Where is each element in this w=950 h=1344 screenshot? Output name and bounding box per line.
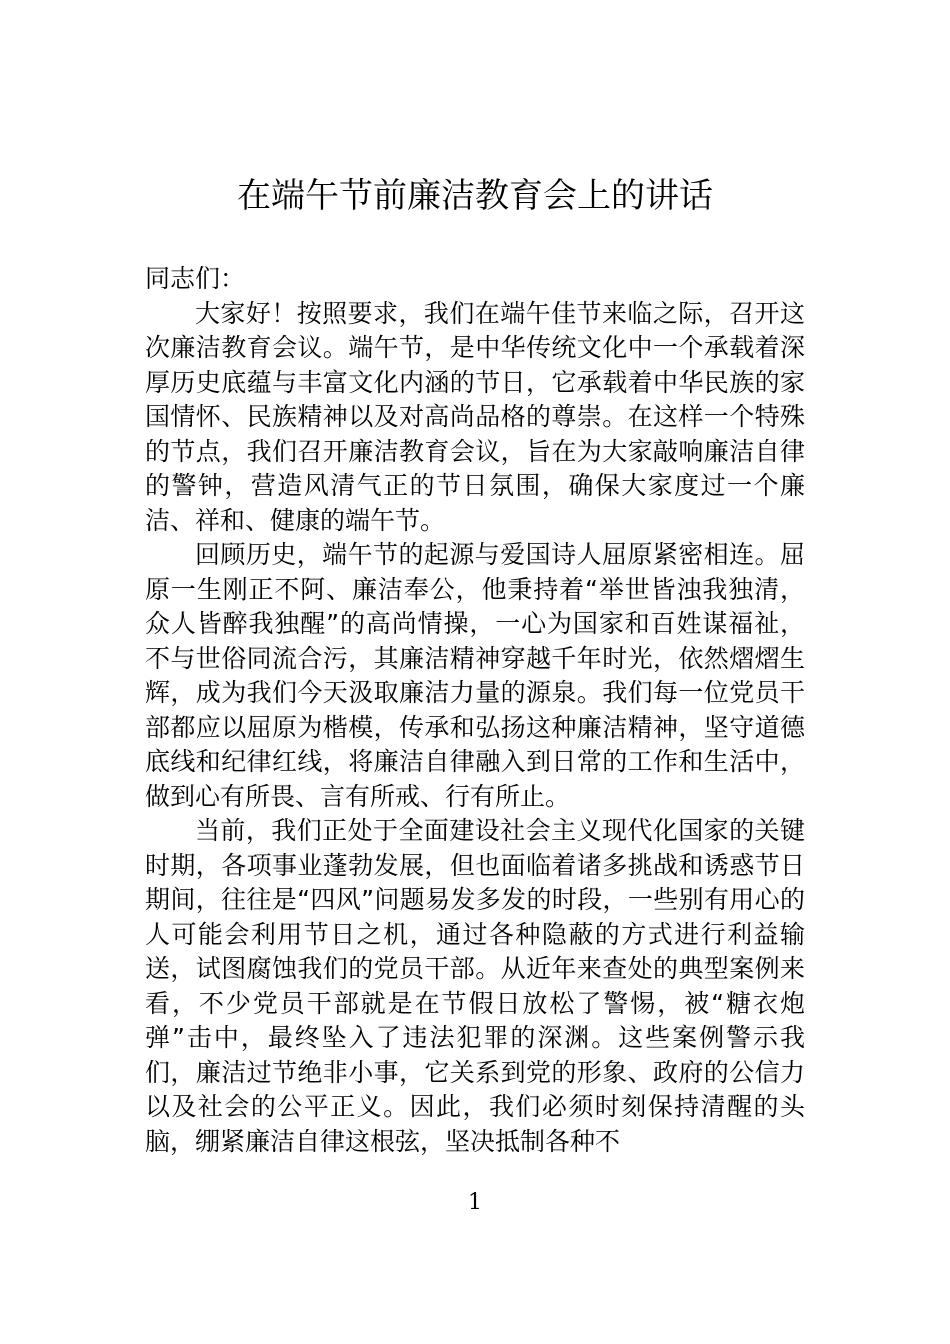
paragraph-3: 当前，我们正处于全面建设社会主义现代化国家的关键时期，各项事业蓬勃发展，但也面临着诸多挑战和诱惑节日期间，往往是“四风”问题易发多发的时段，一些别有用心的人可能会利用节日之机，通过各种隐蔽的方式进行利益输送，试图腐蚀我们的党员干部。从近年来查处的典型案例来看，不少党员干部就是在节假日放松了警惕，被“糖衣炮弹”击中，最终坠入了违法犯罪的深渊。这些案例警示我们，廉洁过节绝非小事，它关系到党的形象、政府的公信力以及社会的公平正义。因此，我们必须时刻保持清醒的头脑，绷紧廉洁自律这根弦，坚决抵制各种不 — [145, 816, 805, 1156]
document-title: 在端午节前廉洁教育会上的讲话 — [237, 176, 713, 216]
document-body — [145, 262, 805, 1159]
salutation: 同志们： — [145, 264, 246, 293]
paragraph-2: 回顾历史，端午节的起源与爱国诗人屈原紧密相连。屈原一生刚正不阿、廉洁奉公，他秉持着“举世皆浊我独清，众人皆醉我独醒”的高尚情操，一心为国家和百姓谋福祉，不与世俗同流合污，其廉洁精神穿越千年时光，依然熠熠生辉，成为我们今天汲取廉洁力量的源泉。我们每一位党员干部都应以屈原为楷模，传承和弘扬这种廉洁精神，坚守道德底线和纪律红线，将廉洁自律融入到日常的工作和生活中，做到心有所畏、言有所戒、行有所止。 — [145, 540, 805, 811]
page-number: 1 — [468, 1190, 482, 1215]
paragraph-1: 大家好！按照要求，我们在端午佳节来临之际，召开这次廉洁教育会议。端午节，是中华传统文化中一个承载着深厚历史底蕴与丰富文化内涵的节日，它承载着中华民族的家国情怀、民族精神以及对高尚品格的尊崇。在这样一个特殊的节点，我们召开廉洁教育会议，旨在为大家敲响廉洁自律的警钟，营造风清气正的节日氛围，确保大家度过一个廉洁、祥和、健康的端午节。 — [145, 298, 805, 535]
